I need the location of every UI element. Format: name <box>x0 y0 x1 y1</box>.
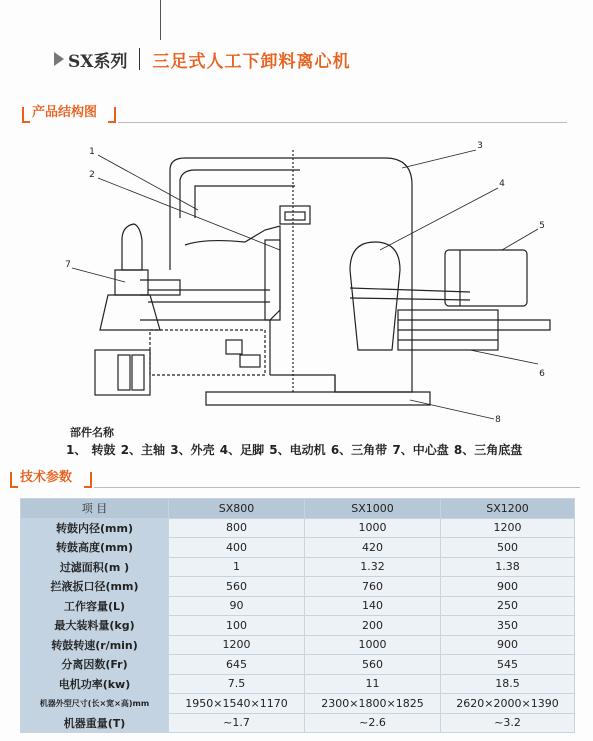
top-divider-line <box>160 0 161 40</box>
section-specs-header <box>10 466 580 488</box>
header-item: 项 目 <box>21 499 169 519</box>
header-sx800: SX800 <box>169 499 305 519</box>
callout-6: 6 <box>539 369 545 379</box>
table-row: 最大装料量(kg) 100 200 350 <box>21 616 575 636</box>
section-structure-header <box>22 101 567 123</box>
callout-8: 8 <box>495 415 501 425</box>
table-row: 机器外型尺寸(长×宽×高)mm 1950×1540×1170 2300×1800×1825 2620×2000×1390 <box>21 694 575 714</box>
table-row: 转鼓转速(r/min) 1200 1000 900 <box>21 635 575 655</box>
parts-title: 部件名称 <box>70 426 114 439</box>
callout-7: 7 <box>65 260 71 270</box>
page-title: 三足式人工下卸料离心机 <box>152 51 351 72</box>
spec-table <box>20 498 575 733</box>
motor-body <box>445 250 527 306</box>
series-label: SX系列 <box>68 51 128 72</box>
casing-outline <box>170 158 412 370</box>
callout-1: 1 <box>89 147 95 157</box>
table-row: 过滤面积(m ) 1 1.32 1.38 <box>21 557 575 577</box>
page-header <box>54 44 350 74</box>
section-specs-title: 技术参数 <box>20 470 73 485</box>
callout-5: 5 <box>539 221 545 231</box>
callout-2: 2 <box>89 170 95 180</box>
spec-header-row <box>21 499 575 519</box>
table-row: 拦液扳口径(mm) 560 760 900 <box>21 577 575 597</box>
table-row: 转鼓内径(mm) 800 1000 1200 <box>21 518 575 538</box>
section-structure-title: 产品结构图 <box>32 105 98 120</box>
table-row: 机器重量(T) ~1.7 ~2.6 ~3.2 <box>21 713 575 733</box>
header-sx1200: SX1200 <box>441 499 575 519</box>
table-row: 转鼓高度(mm) 400 420 500 <box>21 538 575 558</box>
parts-list: 1、 转鼓 2、主轴 3、外壳 4、足脚 5、电动机 6、三角带 7、中心盘 8、三角底盘 <box>66 443 523 457</box>
centrifuge-structure-diagram <box>30 130 575 430</box>
table-row: 电机功率(kw) 7.5 11 18.5 <box>21 674 575 694</box>
title-separator <box>139 48 140 70</box>
callout-4: 4 <box>499 179 505 189</box>
header-sx1000: SX1000 <box>305 499 441 519</box>
table-row: 工作容量(L) 90 140 250 <box>21 596 575 616</box>
callout-3: 3 <box>477 141 483 151</box>
arrow-icon <box>54 52 64 66</box>
foot-shape <box>350 242 400 350</box>
table-row: 分离因数(Fr) 645 560 545 <box>21 655 575 675</box>
